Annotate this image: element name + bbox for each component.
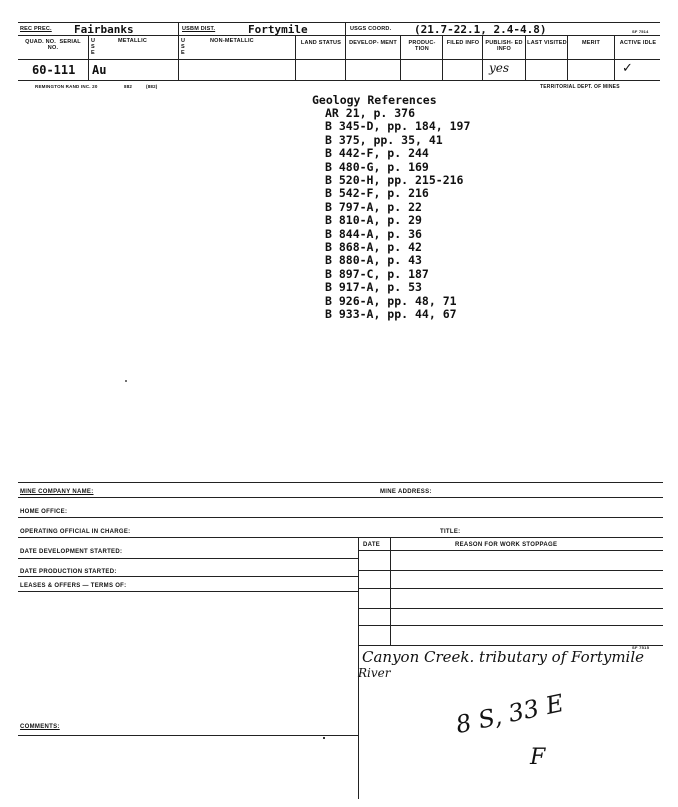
comments-label: COMMENTS: bbox=[20, 724, 60, 730]
references-title: Geology References bbox=[312, 93, 437, 107]
reference-item: B 480-G, p. 169 bbox=[325, 159, 429, 174]
printer-credit: REMINGTON RAND INC. 20 bbox=[35, 84, 98, 89]
col-quad: QUAD. NO. bbox=[25, 39, 56, 45]
reference-item: B 810-A, p. 29 bbox=[325, 213, 422, 228]
col-use-nonmetallic: U S E bbox=[181, 38, 186, 56]
reference-item: B 868-A, p. 42 bbox=[325, 240, 422, 255]
date-production-label: DATE PRODUCTION STARTED: bbox=[20, 569, 117, 575]
handwritten-letter: F bbox=[530, 745, 546, 770]
reference-item: B 375, pp. 35, 41 bbox=[325, 132, 443, 147]
col-metallic: METALLIC bbox=[118, 38, 147, 44]
col-nonmetallic: NON-METALLIC bbox=[210, 38, 254, 44]
form-number: SF 7514 bbox=[632, 29, 649, 34]
mine-address-label: MINE ADDRESS: bbox=[380, 489, 432, 495]
footer-code: 882 bbox=[124, 84, 133, 89]
published-value: yes bbox=[489, 61, 510, 75]
col-filed-info: FILED INFO bbox=[446, 40, 480, 46]
reference-item: B 844-A, p. 36 bbox=[325, 226, 422, 241]
date-development-label: DATE DEVELOPMENT STARTED: bbox=[20, 549, 123, 555]
reference-item: B 880-A, p. 43 bbox=[325, 253, 422, 268]
date-column-label: DATE bbox=[363, 542, 381, 548]
title-label: TITLE: bbox=[440, 529, 461, 535]
territorial-dept: TERRITORIAL DEPT. OF MINES bbox=[540, 84, 620, 90]
metallic-value: Au bbox=[92, 63, 107, 77]
operating-official-label: OPERATING OFFICIAL IN CHARGE: bbox=[20, 529, 131, 535]
home-office-label: HOME OFFICE: bbox=[20, 509, 68, 515]
reference-item: B 897-C, p. 187 bbox=[325, 266, 429, 281]
col-active-idle: ACTIVE IDLE bbox=[619, 40, 657, 46]
quad-serial-value: 60-111 bbox=[32, 63, 76, 77]
col-serial: SERIAL NO. bbox=[47, 39, 81, 51]
reference-item: AR 21, p. 376 bbox=[325, 106, 416, 120]
col-quad-serial bbox=[20, 39, 86, 51]
col-production: PRODUC- TION bbox=[408, 40, 436, 52]
rec-prec-label: REC PREC. bbox=[20, 26, 52, 32]
reference-item: B 926-A, pp. 48, 71 bbox=[325, 293, 457, 308]
stray-mark bbox=[323, 737, 325, 739]
handwritten-note-line-2: River bbox=[358, 666, 391, 680]
usbm-dist-label: USBM DIST. bbox=[182, 26, 216, 32]
col-land-status: LAND STATUS bbox=[300, 40, 342, 46]
reference-item: B 797-A, p. 22 bbox=[325, 199, 422, 214]
usgs-coord-label: USGS COORD. bbox=[350, 26, 392, 32]
col-development: DEVELOP- MENT bbox=[349, 40, 397, 46]
reference-item: B 933-A, pp. 44, 67 bbox=[325, 307, 457, 322]
reference-item: B 520-H, pp. 215-216 bbox=[325, 173, 464, 188]
reason-stoppage-label: REASON FOR WORK STOPPAGE bbox=[455, 542, 558, 548]
references-list bbox=[325, 107, 470, 322]
usgs-coord-value: (21.7-22.1, 2.4-4.8) bbox=[414, 23, 547, 36]
active-checkmark: ✓ bbox=[622, 60, 633, 75]
reference-item: B 442-F, p. 244 bbox=[325, 146, 429, 161]
handwritten-coordinates: 8 S, 33 E bbox=[453, 688, 567, 740]
col-merit: MERIT bbox=[581, 40, 601, 46]
reference-item: B 542-F, p. 216 bbox=[325, 186, 429, 201]
reference-item: B 917-A, p. 53 bbox=[325, 280, 422, 295]
reference-item: B 345-D, pp. 184, 197 bbox=[325, 119, 471, 134]
rec-prec-value: Fairbanks bbox=[74, 23, 134, 36]
form-number-2: SF 7515 bbox=[632, 645, 650, 650]
footer-code-2: (882) bbox=[146, 84, 158, 89]
mine-company-label: MINE COMPANY NAME: bbox=[20, 489, 94, 495]
usbm-dist-value: Fortymile bbox=[248, 23, 308, 36]
handwritten-note-line-1: Canyon Creek. tributary of Fortymile bbox=[362, 648, 645, 666]
col-last-visited: LAST VISITED bbox=[527, 40, 567, 46]
col-published-info: PUBLISH- ED INFO bbox=[485, 40, 523, 52]
col-use-metallic: U S E bbox=[91, 38, 96, 56]
leases-offers-label: LEASES & OFFERS — TERMS OF: bbox=[20, 583, 127, 589]
stray-mark bbox=[125, 380, 127, 382]
